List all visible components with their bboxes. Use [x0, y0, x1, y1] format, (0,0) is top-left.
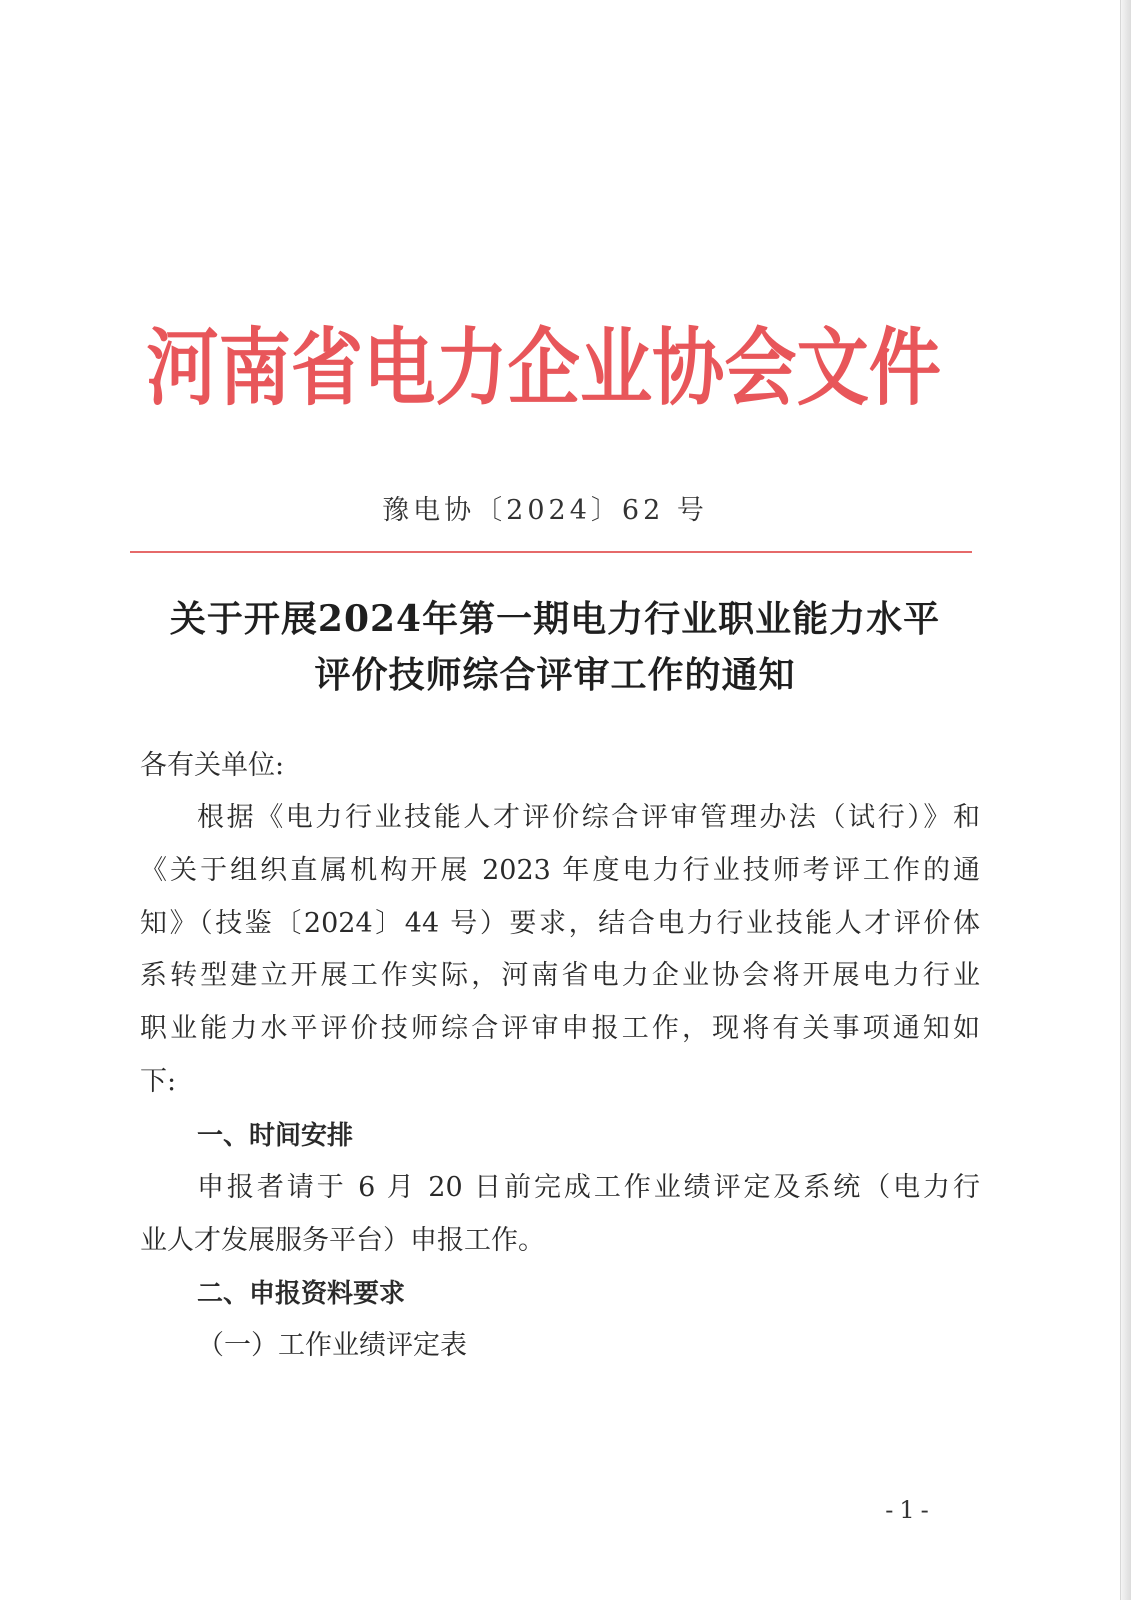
body-paragraph-line: 根据《电力行业技能人才评价综合评审管理办法（试行）》和: [197, 802, 980, 833]
body-paragraph-line: 下:: [140, 1066, 177, 1097]
schedule-text-line: 申报者请于 6 月 20 日前完成工作业绩评定及系统（电力行: [197, 1172, 980, 1203]
page-number: -1-: [885, 1496, 935, 1524]
scan-page-edge: [1120, 0, 1131, 1600]
notice-title-line-2: 评价技师综合评审工作的通知: [314, 654, 796, 696]
subsection-heading-performance-form: （一）工作业绩评定表: [197, 1330, 467, 1361]
section-heading-materials: 二、申报资料要求: [197, 1279, 406, 1309]
document-number: 豫电协〔2024〕62 号: [382, 495, 708, 526]
body-paragraph-line: 系转型建立开展工作实际，河南省电力企业协会将开展电力行业: [140, 960, 980, 991]
schedule-text-line: 业人才发展服务平台）申报工作。: [140, 1225, 545, 1256]
letterhead-title: 河南省电力企业协会文件: [146, 318, 942, 417]
body-paragraph-line: 知》（技鉴〔2024〕44 号）要求，结合电力行业技能人才评价体: [140, 908, 980, 939]
body-paragraph-line: 职业能力水平评价技师综合评审申报工作，现将有关事项通知如: [140, 1013, 980, 1044]
section-heading-schedule: 一、时间安排: [197, 1121, 354, 1151]
body-paragraph-line: 《关于组织直属机构开展 2023 年度电力行业技师考评工作的通: [140, 855, 980, 886]
salutation: 各有关单位:: [140, 750, 285, 781]
red-divider-line: [130, 551, 972, 553]
notice-title-line-1: 关于开展2024年第一期电力行业职业能力水平: [169, 598, 941, 640]
